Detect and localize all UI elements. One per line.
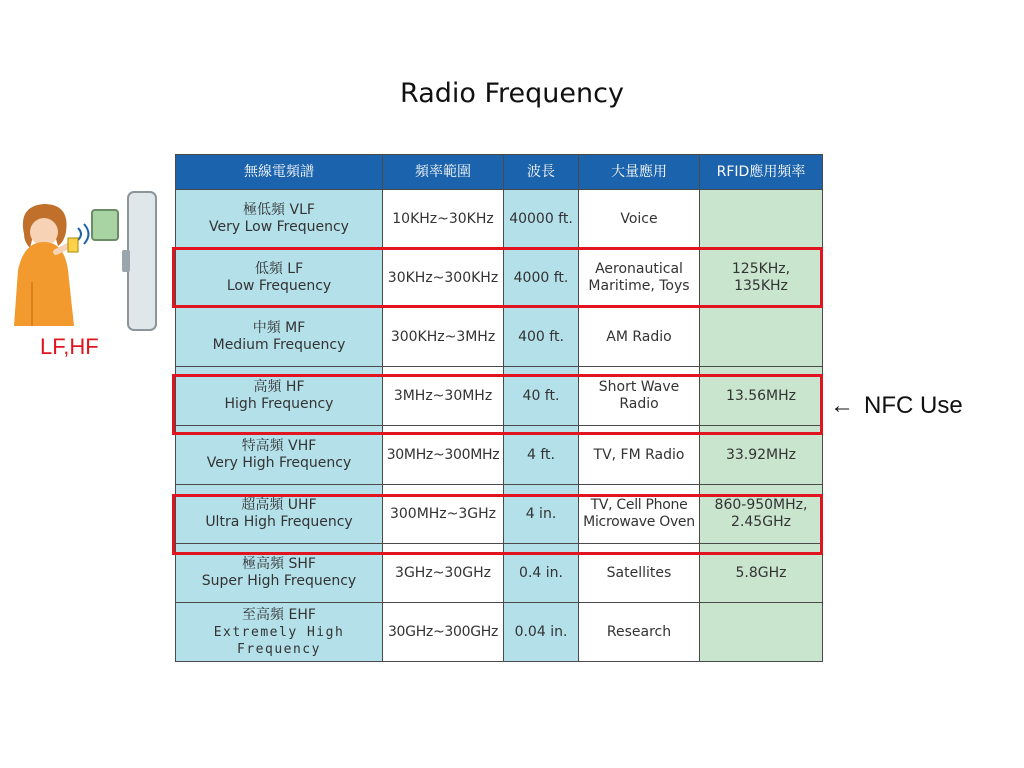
person-with-card-reader-illustration	[10, 190, 158, 332]
band-name-zh: 超高頻 UHF	[241, 497, 317, 513]
range-cell: 300MHz~3GHz	[383, 485, 504, 544]
rfid-cell: 5.8GHz	[700, 544, 823, 603]
band-name-zh: 極高頻 SHF	[242, 556, 316, 572]
table-row	[176, 190, 823, 249]
nfc-use-label: NFC Use	[864, 392, 963, 419]
header-rfid-frequency: RFID應用頻率	[700, 155, 823, 190]
band-name-en: Extremely High Frequency	[213, 624, 345, 657]
rfid-cell	[700, 603, 823, 662]
highlight-box-uhf	[172, 494, 823, 555]
range-cell: 3MHz~30MHz	[383, 367, 504, 426]
band-name-en: Low Frequency	[226, 278, 332, 294]
band-name-zh: 特高頻 VHF	[241, 438, 317, 454]
left-arrow-icon: ←	[830, 392, 854, 419]
range-cell: 30KHz~300KHz	[383, 249, 504, 308]
highlight-box-hf	[172, 374, 823, 435]
use-cell: Voice	[579, 190, 700, 249]
band-name-zh: 低頻 LF	[254, 261, 304, 277]
header-range: 頻率範圍	[383, 155, 504, 190]
wavelength-cell: 4 in.	[504, 485, 579, 544]
header-wavelength: 波長	[504, 155, 579, 190]
use-cell: TV, FM Radio	[579, 426, 700, 485]
nfc-use-annotation	[830, 392, 963, 420]
use-cell: AM Radio	[579, 308, 700, 367]
band-name-zh: 極低頻 VLF	[243, 202, 315, 218]
band-name-en: Medium Frequency	[212, 337, 346, 353]
use-cell: Research	[579, 603, 700, 662]
wavelength-cell: 0.4 in.	[504, 544, 579, 603]
lf-hf-label: LF,HF	[40, 334, 99, 359]
rfid-cell: 13.56MHz	[700, 367, 823, 426]
use-cell: Satellites	[579, 544, 700, 603]
table-row	[176, 308, 823, 367]
range-cell: 10KHz~30KHz	[383, 190, 504, 249]
band-name-cell	[176, 190, 383, 249]
page-title: Radio Frequency	[400, 78, 624, 109]
wavelength-cell: 0.04 in.	[504, 603, 579, 662]
rfid-cell: 33.92MHz	[700, 426, 823, 485]
use-cell: TV, Cell Phone Microwave Oven	[579, 485, 700, 544]
band-name-cell	[176, 603, 383, 662]
range-cell: 30MHz~300MHz	[383, 426, 504, 485]
table-row	[176, 603, 823, 662]
rfid-cell: 125KHz, 135KHz	[700, 249, 823, 308]
range-cell: 300KHz~3MHz	[383, 308, 504, 367]
use-cell: Aeronautical Maritime, Toys	[579, 249, 700, 308]
band-name-zh: 至高頻 EHF	[242, 606, 316, 623]
wavelength-cell: 40000 ft.	[504, 190, 579, 249]
table-header-row	[176, 155, 823, 190]
band-name-en: High Frequency	[224, 396, 334, 412]
band-name-cell	[176, 308, 383, 367]
use-cell: Short Wave Radio	[579, 367, 700, 426]
band-name-zh: 高頻 HF	[253, 379, 305, 395]
band-name-en: Very Low Frequency	[209, 219, 349, 235]
wavelength-cell: 4 ft.	[504, 426, 579, 485]
rfid-cell	[700, 190, 823, 249]
highlight-box-lf	[172, 247, 823, 308]
wavelength-cell: 400 ft.	[504, 308, 579, 367]
range-cell: 3GHz~30GHz	[383, 544, 504, 603]
band-name-en: Ultra High Frequency	[205, 514, 353, 530]
band-name-zh: 中頻 MF	[252, 320, 306, 336]
band-name-en: Very High Frequency	[206, 455, 352, 471]
header-applications: 大量應用	[579, 155, 700, 190]
range-cell: 30GHz~300GHz	[383, 603, 504, 662]
header-spectrum: 無線電頻譜	[176, 155, 383, 190]
wavelength-cell: 4000 ft.	[504, 249, 579, 308]
rfid-cell	[700, 308, 823, 367]
band-name-en: Super High Frequency	[201, 573, 357, 589]
wavelength-cell: 40 ft.	[504, 367, 579, 426]
rfid-cell: 860-950MHz, 2.45GHz	[700, 485, 823, 544]
